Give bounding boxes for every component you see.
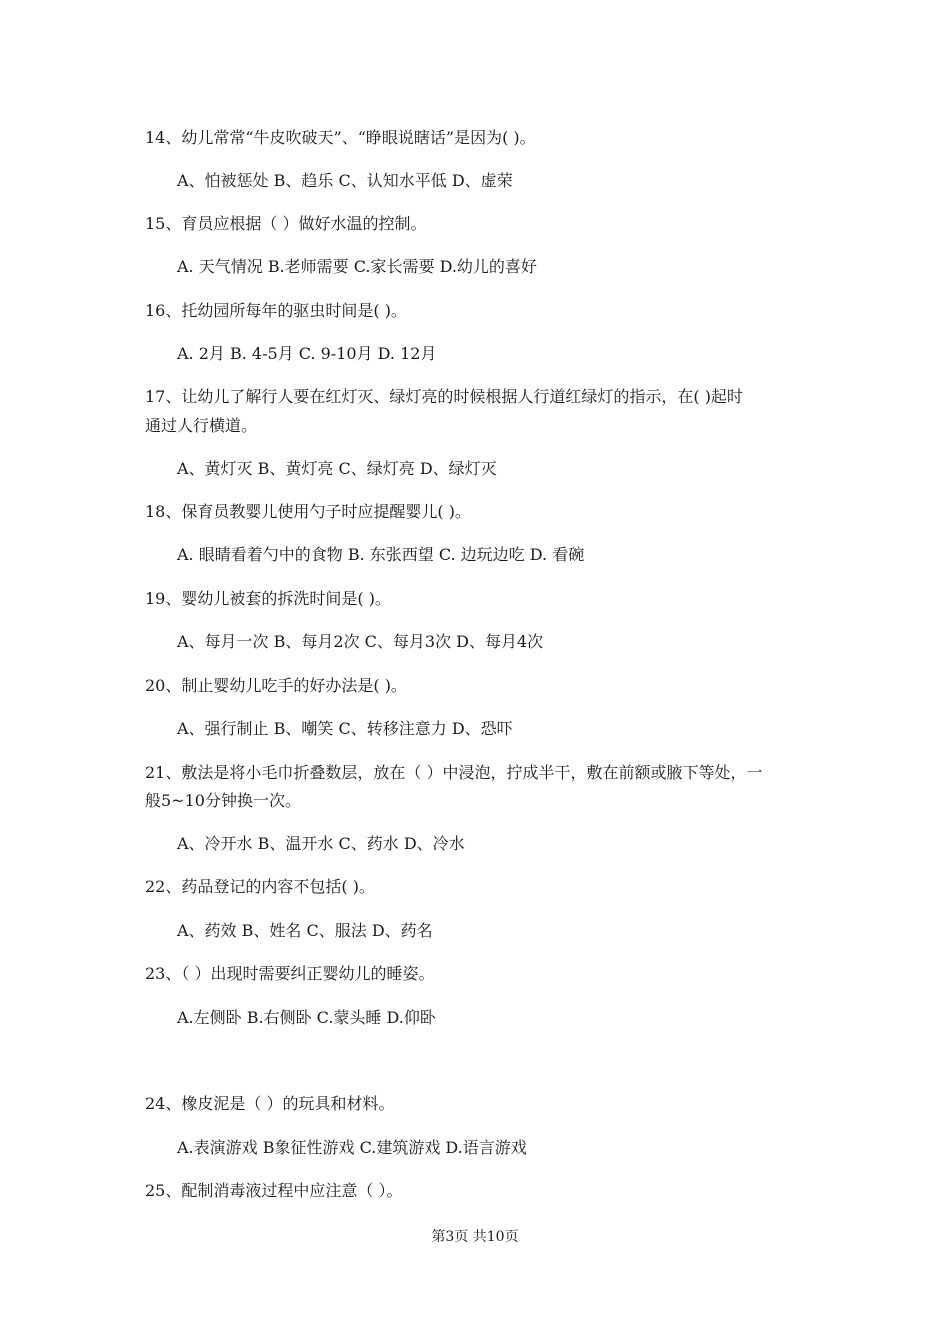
options-24: A.表演游戏 B象征性游戏 C.建筑游戏 D.语言游戏 [177, 1138, 527, 1157]
question-18: 18、保育员教婴儿使用勺子时应提醒婴儿( )。 [145, 502, 471, 521]
options-21: A、冷开水 B、温开水 C、药水 D、冷水 [177, 834, 465, 853]
page-footer: 第3页 共10页 [431, 1229, 519, 1245]
question-21-line-2: 般5~10分钟换一次。 [145, 791, 301, 810]
question-25: 25、配制消毒液过程中应注意（ ）。 [145, 1181, 403, 1200]
options-17: A、黄灯灭 B、黄灯亮 C、绿灯亮 D、绿灯灭 [177, 459, 497, 478]
options-22: A、药效 B、姓名 C、服法 D、药名 [177, 921, 433, 940]
options-18: A. 眼睛看着勺中的食物 B. 东张西望 C. 边玩边吃 D. 看碗 [177, 545, 585, 564]
question-20: 20、制止婴幼儿吃手的好办法是( )。 [145, 676, 407, 695]
question-14: 14、幼儿常常“牛皮吹破天”、“睁眼说瞎话”是因为( )。 [145, 128, 536, 147]
options-20: A、强行制止 B、嘲笑 C、转移注意力 D、恐吓 [177, 719, 513, 738]
question-17-line-2: 通过人行横道。 [145, 416, 258, 435]
question-23: 23、（ ）出现时需要纠正婴幼儿的睡姿。 [145, 964, 435, 983]
question-15: 15、育员应根据（ ）做好水温的控制。 [145, 214, 427, 233]
question-16: 16、托幼园所每年的驱虫时间是( )。 [145, 301, 407, 320]
options-16: A. 2月 B. 4-5月 C. 9-10月 D. 12月 [177, 344, 437, 363]
question-19: 19、婴幼儿被套的拆洗时间是( )。 [145, 589, 391, 608]
question-17-line-1: 17、让幼儿了解行人要在红灯灭、绿灯亮的时候根据人行道红绿灯的指示，在( )起时 [145, 387, 743, 406]
options-14: A、怕被惩处 B、趋乐 C、认知水平低 D、虚荣 [177, 171, 513, 190]
options-23: A.左侧卧 B.右侧卧 C.蒙头睡 D.仰卧 [177, 1008, 436, 1027]
question-22: 22、药品登记的内容不包括( )。 [145, 877, 375, 896]
options-19: A、每月一次 B、每月2次 C、每月3次 D、每月4次 [177, 632, 544, 651]
question-21-line-1: 21、敷法是将小毛巾折叠数层，放在（ ）中浸泡，拧成半干，敷在前额或腋下等处，一 [145, 763, 763, 782]
options-15: A. 天气情况 B.老师需要 C.家长需要 D.幼儿的喜好 [177, 257, 537, 276]
question-24: 24、橡皮泥是（ ）的玩具和材料。 [145, 1094, 395, 1113]
